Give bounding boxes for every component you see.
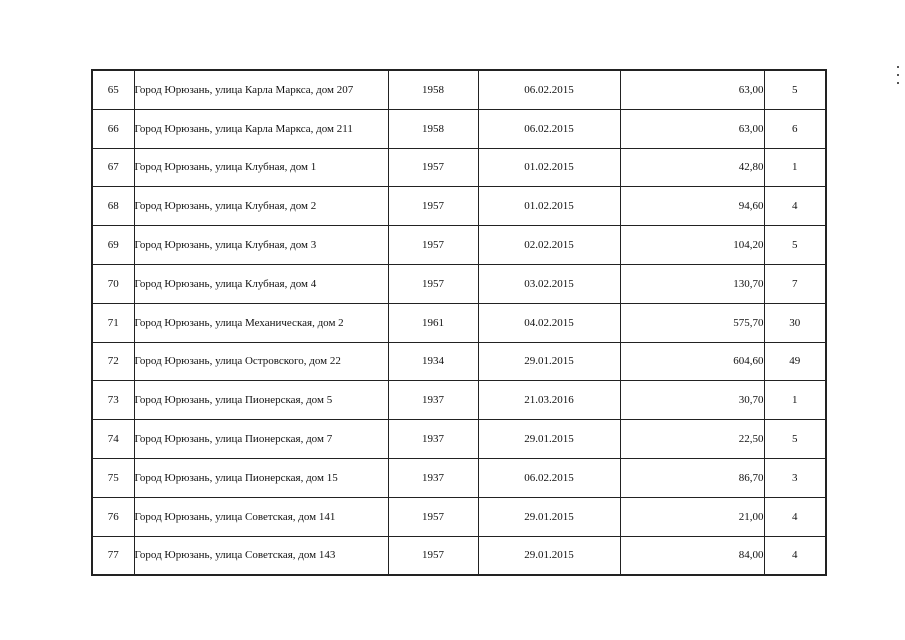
date-cell: 29.01.2015 xyxy=(478,536,620,575)
build-year-cell: 1957 xyxy=(388,148,478,187)
build-year-cell: 1958 xyxy=(388,70,478,109)
address-cell: Город Юрюзань, улица Клубная, дом 2 xyxy=(134,187,388,226)
address-cell: Город Юрюзань, улица Механическая, дом 2 xyxy=(134,303,388,342)
date-cell: 01.02.2015 xyxy=(478,148,620,187)
build-year-cell: 1957 xyxy=(388,536,478,575)
row-number-cell: 70 xyxy=(92,264,134,303)
count-cell: 1 xyxy=(764,148,826,187)
build-year-cell: 1957 xyxy=(388,264,478,303)
build-year-cell: 1937 xyxy=(388,458,478,497)
count-cell: 1 xyxy=(764,381,826,420)
table-row xyxy=(92,148,826,187)
address-cell: Город Юрюзань, улица Клубная, дом 4 xyxy=(134,264,388,303)
table-row xyxy=(92,458,826,497)
table-row xyxy=(92,187,826,226)
area-cell: 94,60 xyxy=(620,187,764,226)
area-cell: 86,70 xyxy=(620,458,764,497)
address-cell: Город Юрюзань, улица Пионерская, дом 15 xyxy=(134,458,388,497)
area-cell: 575,70 xyxy=(620,303,764,342)
address-cell: Город Юрюзань, улица Советская, дом 143 xyxy=(134,536,388,575)
table-row xyxy=(92,420,826,459)
count-cell: 6 xyxy=(764,109,826,148)
area-cell: 42,80 xyxy=(620,148,764,187)
row-number-cell: 72 xyxy=(92,342,134,381)
date-cell: 03.02.2015 xyxy=(478,264,620,303)
date-cell: 21.03.2016 xyxy=(478,381,620,420)
date-cell: 04.02.2015 xyxy=(478,303,620,342)
table-row xyxy=(92,536,826,575)
date-cell: 01.02.2015 xyxy=(478,187,620,226)
date-cell: 02.02.2015 xyxy=(478,226,620,265)
build-year-cell: 1957 xyxy=(388,187,478,226)
count-cell: 4 xyxy=(764,536,826,575)
build-year-cell: 1957 xyxy=(388,497,478,536)
date-cell: 29.01.2015 xyxy=(478,420,620,459)
address-cell: Город Юрюзань, улица Карла Маркса, дом 211 xyxy=(134,109,388,148)
area-cell: 63,00 xyxy=(620,70,764,109)
count-cell: 5 xyxy=(764,226,826,265)
area-cell: 21,00 xyxy=(620,497,764,536)
build-year-cell: 1934 xyxy=(388,342,478,381)
area-cell: 22,50 xyxy=(620,420,764,459)
table-body xyxy=(92,70,826,575)
table-row xyxy=(92,303,826,342)
row-number-cell: 75 xyxy=(92,458,134,497)
row-number-cell: 71 xyxy=(92,303,134,342)
table-row xyxy=(92,264,826,303)
table-row xyxy=(92,226,826,265)
build-year-cell: 1937 xyxy=(388,420,478,459)
table-row xyxy=(92,497,826,536)
row-number-cell: 68 xyxy=(92,187,134,226)
count-cell: 4 xyxy=(764,497,826,536)
row-number-cell: 77 xyxy=(92,536,134,575)
area-cell: 84,00 xyxy=(620,536,764,575)
date-cell: 29.01.2015 xyxy=(478,342,620,381)
address-cell: Город Юрюзань, улица Пионерская, дом 7 xyxy=(134,420,388,459)
address-cell: Город Юрюзань, улица Островского, дом 22 xyxy=(134,342,388,381)
date-cell: 29.01.2015 xyxy=(478,497,620,536)
area-cell: 604,60 xyxy=(620,342,764,381)
date-cell: 06.02.2015 xyxy=(478,458,620,497)
row-number-cell: 65 xyxy=(92,70,134,109)
address-cell: Город Юрюзань, улица Пионерская, дом 5 xyxy=(134,381,388,420)
build-year-cell: 1937 xyxy=(388,381,478,420)
table-row xyxy=(92,342,826,381)
housing-registry-table xyxy=(91,69,827,576)
table-row xyxy=(92,109,826,148)
build-year-cell: 1958 xyxy=(388,109,478,148)
row-number-cell: 67 xyxy=(92,148,134,187)
table-row xyxy=(92,70,826,109)
count-cell: 30 xyxy=(764,303,826,342)
count-cell: 3 xyxy=(764,458,826,497)
area-cell: 104,20 xyxy=(620,226,764,265)
area-cell: 30,70 xyxy=(620,381,764,420)
table-row xyxy=(92,381,826,420)
count-cell: 49 xyxy=(764,342,826,381)
date-cell: 06.02.2015 xyxy=(478,109,620,148)
build-year-cell: 1957 xyxy=(388,226,478,265)
scan-artifact-dots xyxy=(897,60,901,120)
build-year-cell: 1961 xyxy=(388,303,478,342)
address-cell: Город Юрюзань, улица Клубная, дом 3 xyxy=(134,226,388,265)
address-cell: Город Юрюзань, улица Клубная, дом 1 xyxy=(134,148,388,187)
row-number-cell: 76 xyxy=(92,497,134,536)
count-cell: 5 xyxy=(764,420,826,459)
count-cell: 7 xyxy=(764,264,826,303)
address-cell: Город Юрюзань, улица Карла Маркса, дом 207 xyxy=(134,70,388,109)
area-cell: 130,70 xyxy=(620,264,764,303)
area-cell: 63,00 xyxy=(620,109,764,148)
address-cell: Город Юрюзань, улица Советская, дом 141 xyxy=(134,497,388,536)
row-number-cell: 74 xyxy=(92,420,134,459)
row-number-cell: 73 xyxy=(92,381,134,420)
count-cell: 5 xyxy=(764,70,826,109)
row-number-cell: 69 xyxy=(92,226,134,265)
date-cell: 06.02.2015 xyxy=(478,70,620,109)
count-cell: 4 xyxy=(764,187,826,226)
row-number-cell: 66 xyxy=(92,109,134,148)
